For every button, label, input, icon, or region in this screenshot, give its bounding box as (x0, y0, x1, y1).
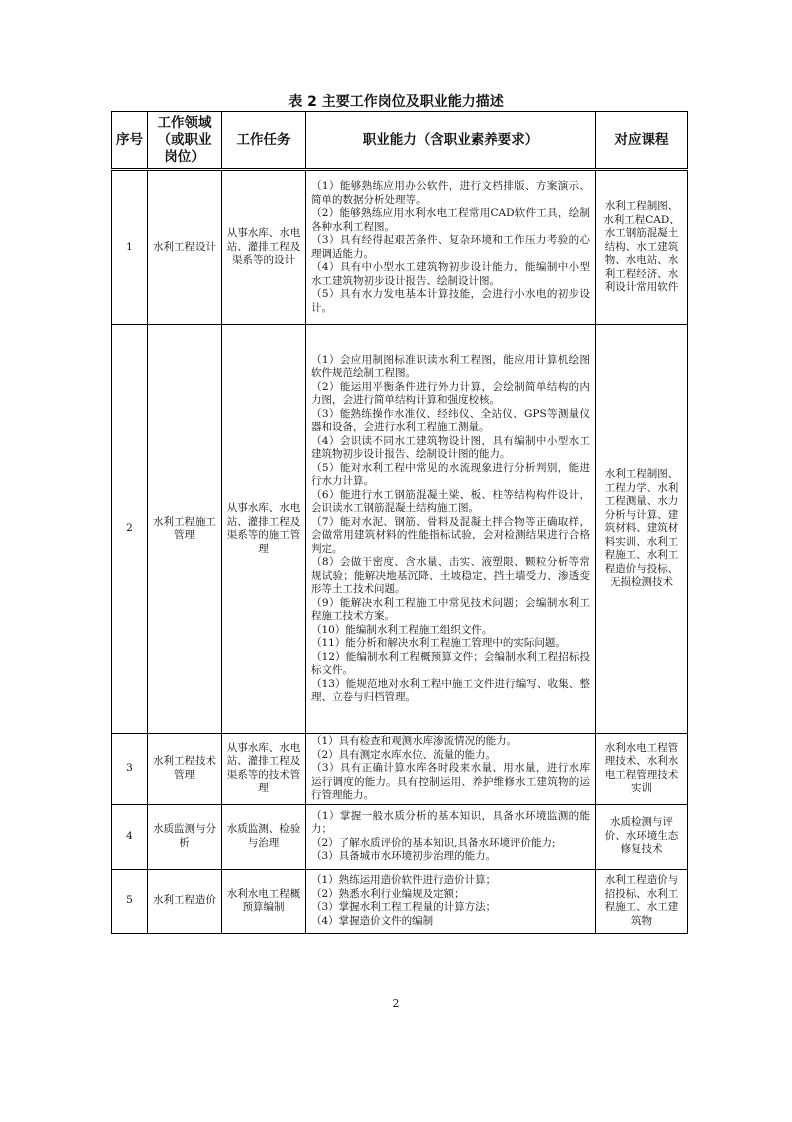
row-no: 5 (112, 869, 148, 933)
row-course: 水利工程制图、工程力学、水利工程测量、水力分析与计算、建筑材料、建筑材料实训、水利工程施工、水利工程造价与投标、无损检测技术 (596, 325, 688, 734)
ability-item: （4）具有中小型水工建筑物初步设计能力，能编制中小型水工建筑物初步设计报告、绘制设计图。 (311, 261, 590, 287)
ability-item: （2）能够熟练应用水利水电工程常用CAD软件工具，绘制各种水利工程图。 (311, 207, 590, 233)
header-course: 对应课程 (596, 112, 688, 170)
row-task: 从事水库、水电站、灌排工程及渠系等的施工管理 (222, 325, 306, 734)
ability-item: （5）能对水利工程中常见的水流现象进行分析判别，能进行水力计算。 (311, 461, 590, 487)
ability-item: （7）能对水泥、钢筋、骨料及混凝土拌合物等正确取样，会做常用建筑材料的性能指标试验，会对检测结果进行合格判定。 (311, 515, 590, 555)
table-row (112, 325, 688, 734)
row-no: 1 (112, 170, 148, 325)
row-task: 从事水库、水电站、灌排工程及渠系等的技术管理 (222, 734, 306, 805)
ability-item: （13）能规范地对水利工程中施工文件进行编写、收集、整理、立卷与归档管理。 (311, 677, 590, 703)
row-domain: 水质监测与分析 (148, 804, 222, 869)
header-no: 序号 (112, 112, 148, 170)
ability-item: （1）会应用制图标准识读水利工程图，能应用计算机绘图软件规范绘制工程图。 (311, 353, 590, 379)
header-task: 工作任务 (222, 112, 306, 170)
ability-item: （1）掌握一般水质分析的基本知识，具备水环境监测的能力； (311, 809, 590, 835)
ability-item: （3）具有正确计算水库各时段来水量、用水量，进行水库运行调度的能力。具有控制运用、养护维修水工建筑物的运行管理能力。 (311, 762, 590, 801)
ability-item: （3）具备城市水环境初步治理的能力。 (311, 850, 497, 862)
ability-item: （2）熟悉水利行业编规及定额； (311, 887, 465, 900)
table-row (112, 734, 688, 805)
row-no: 3 (112, 734, 148, 805)
ability-item: （2）具有测定水库水位、流量的能力。 (311, 748, 497, 761)
row-task: 从事水库、水电站、灌排工程及渠系等的设计 (222, 170, 306, 325)
row-task: 水质监测、检验与治理 (222, 804, 306, 869)
ability-item: （4）掌握造价文件的编制 (311, 914, 434, 927)
ability-item: （10）能编制水利工程施工组织文件。 (311, 623, 493, 636)
ability-item: （6）能进行水工钢筋混凝土梁、板、柱等结构构件设计，会识读水工钢筋混凝土结构施工图。 (311, 488, 590, 514)
ability-item: （3）掌握水利工程工程量的计算方法； (311, 901, 497, 913)
row-abilities (306, 869, 596, 933)
row-course: 水利工程制图、水利工程CAD、水工钢筋混凝土结构、水工建筑物、水电站、水利工程经济、水利设计常用软件 (596, 170, 688, 325)
row-abilities (306, 325, 596, 734)
row-course: 水质检测与评价、水环境生态修复技术 (596, 804, 688, 869)
ability-item: （1）熟练运用造价软件进行造价计算； (311, 874, 497, 886)
row-abilities (306, 804, 596, 869)
ability-item: （8）会做干密度、含水量、击实、液塑限、颗粒分析等常规试验；能解决地基沉降、土坡稳定、挡土墙受力、渗透变形等土工技术问题。 (311, 556, 590, 595)
row-domain: 水利工程设计 (148, 170, 222, 325)
row-domain: 水利工程技术管理 (148, 734, 222, 805)
ability-item: （12）能编制水利工程概预算文件；会编制水利工程招标投标文件。 (311, 650, 590, 676)
ability-item: （1）具有检查和观测水库渗流情况的能力。 (311, 735, 518, 747)
row-task: 水利水电工程概预算编制 (222, 869, 306, 933)
ability-item: （3）能熟练操作水准仪、经纬仪、全站仪、GPS等测量仪器和设备，会进行水利工程施工测量。 (311, 407, 590, 433)
ability-item: （2）了解水质评价的基本知识,具备水环境评价能力; (311, 836, 556, 849)
ability-item: （1）能够熟练应用办公软件，进行文档排版、方案演示、简单的数据分析处理等。 (311, 180, 590, 206)
row-domain: 水利工程造价 (148, 869, 222, 933)
job-ability-table (111, 111, 688, 934)
table-row (112, 804, 688, 869)
row-abilities (306, 170, 596, 325)
ability-item: （9）能解决水利工程施工中常见技术问题；会编制水利工程施工技术方案。 (311, 596, 590, 622)
page-number: 2 (392, 997, 400, 1010)
row-course: 水利水电工程管理技术、水利水电工程管理技术实训 (596, 734, 688, 805)
ability-item: （3）具有经得起艰苦条件、复杂环境和工作压力考验的心理调适能力。 (311, 234, 590, 260)
ability-item: （11）能分析和解决水利工程施工管理中的实际问题。 (311, 637, 566, 649)
table-row (112, 170, 688, 325)
ability-item: （5）具有水力发电基本计算技能，会进行小水电的初步设计。 (311, 288, 590, 314)
table-header-row (112, 112, 688, 170)
row-abilities (306, 734, 596, 805)
row-domain: 水利工程施工管理 (148, 325, 222, 734)
row-no: 2 (112, 325, 148, 734)
ability-item: （2）能运用平衡条件进行外力计算，会绘制简单结构的内力图，会进行简单结构计算和强度校核。 (311, 380, 590, 406)
header-domain: 工作领域（或职业岗位） (148, 112, 222, 170)
ability-item: （4）会识读不同水工建筑物设计图，具有编制中小型水工建筑物初步设计报告、绘制设计图的能力。 (311, 434, 590, 460)
row-course: 水利工程造价与招投标、水利工程施工、水工建筑物 (596, 869, 688, 933)
table-title: 表 2 主要工作岗位及职业能力描述 (288, 94, 504, 110)
table-row (112, 869, 688, 933)
row-no: 4 (112, 804, 148, 869)
header-ability: 职业能力（含职业素养要求） (306, 112, 596, 170)
